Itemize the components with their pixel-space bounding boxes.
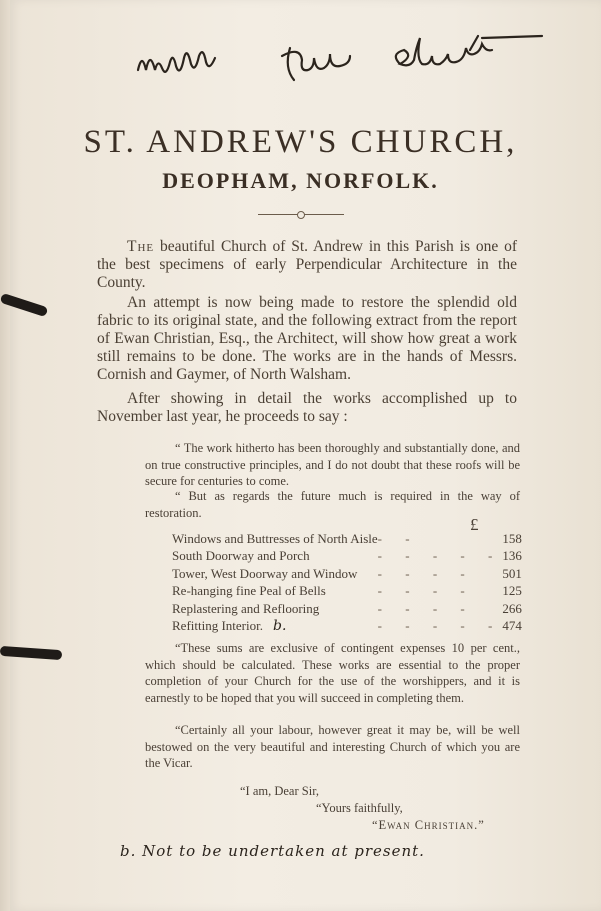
- table-row: Replastering and Reflooring - - - - 266: [172, 600, 522, 616]
- handwritten-annotation: b.: [272, 618, 287, 635]
- signature-name: “Ewan Christian.”: [372, 818, 485, 832]
- work-amount: 501: [502, 565, 522, 581]
- paragraph-text: beautiful Church of St. Andrew in this Parish is one of the best specimens of early Perpendicular Architecture in the County.: [97, 238, 518, 291]
- currency-symbol: £: [470, 515, 479, 534]
- paragraph-text: An attempt is now being made to restore the splendid old fabric to its original state, and the following extract from the report of Ewan Christian, Esq., the Architect, will show how great a work still remains to be done. The works are in the hands of Messrs. Cornish and Gaymer, of North Walsham.: [97, 294, 517, 383]
- paragraph-lead-word: The: [127, 238, 155, 255]
- handwritten-footnote: b. Not to be undertaken at present.: [120, 842, 425, 860]
- table-row: Windows and Buttresses of North Aisle - - 158: [172, 530, 522, 546]
- quote-expenses: “These sums are exclusive of contingent expenses 10 per cent., which should be calculated. These works are essential to the proper completion of your Church for the use of the worshippers, and it is earnestly to be hoped that you will succeed in completing them.: [145, 641, 520, 705]
- work-item: South Doorway and Porch: [172, 548, 310, 564]
- paragraph-restoration: [97, 294, 517, 384]
- work-amount: 136: [502, 548, 522, 564]
- page-title: ST. ANDREW'S CHURCH,: [83, 124, 518, 160]
- work-item: Refitting Interior.: [172, 618, 263, 634]
- table-row: Tower, West Doorway and Window - - - - 501: [172, 565, 522, 581]
- paragraph-text: After showing in detail the works accomplished up to November last year, he proceeds to say :: [97, 390, 517, 425]
- work-item: Replastering and Reflooring: [172, 600, 320, 616]
- restoration-costs-table: [172, 530, 522, 635]
- quote-labour: “Certainly all your labour, however great it may be, will be well bestowed on the very beautiful and interesting Church of which you are the Vicar.: [145, 723, 520, 770]
- paragraph-report-intro: [97, 390, 517, 426]
- work-item-cell: [172, 618, 378, 636]
- work-amount: 125: [502, 583, 522, 599]
- work-amount: 158: [502, 530, 522, 546]
- table-row: South Doorway and Porch - - - - - 136: [172, 548, 522, 564]
- paragraph-intro: [97, 238, 517, 292]
- page-subtitle: DEOPHAM, NORFOLK.: [162, 168, 439, 193]
- work-item: Re-hanging fine Peal of Bells: [172, 583, 326, 599]
- table-row: Re-hanging fine Peal of Bells - - - - 125: [172, 583, 522, 599]
- quote-future: “ But as regards the future much is required in the way of restoration.: [145, 489, 520, 520]
- signature-closing: “Yours faithfully,: [316, 801, 403, 815]
- work-amount: 474: [502, 618, 522, 634]
- signature-salutation: “I am, Dear Sir,: [240, 784, 319, 798]
- table-row: Refitting Interior. b. - - - - - 474: [172, 618, 522, 635]
- work-amount: 266: [502, 600, 522, 616]
- ornamental-rule-dot: [297, 211, 305, 219]
- work-item: Windows and Buttresses of North Aisle: [172, 530, 378, 546]
- quote-work-done: “ The work hitherto has been thoroughly and substantially done, and on true constructive principles, and I do not doubt that these roofs will be secure for centuries to come.: [145, 441, 520, 488]
- work-item: Tower, West Doorway and Window: [172, 565, 358, 581]
